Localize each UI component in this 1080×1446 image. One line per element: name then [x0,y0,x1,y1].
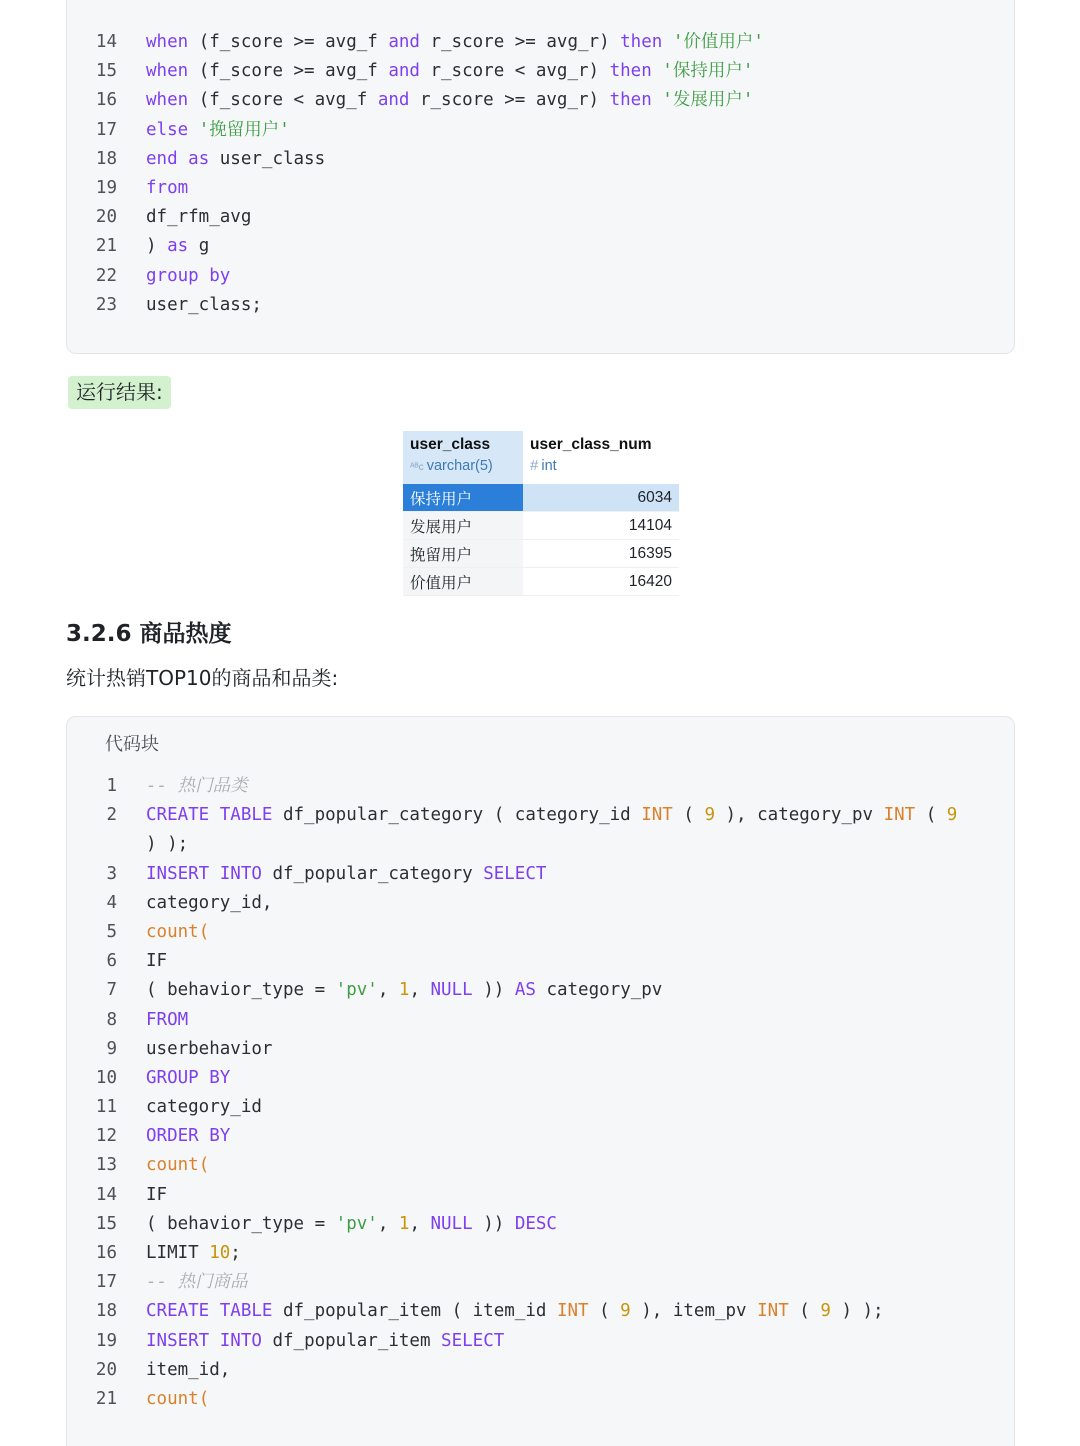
code-token: INT [883,805,916,826]
code-token: -- 热门品类 [146,776,248,796]
code-token: df_popular_item ( item_id [272,1301,557,1322]
line-number: 15 [95,1213,117,1234]
code-token: ( behavior_type = [146,1213,336,1234]
code-line [67,801,1014,859]
code-token: 9 [946,805,958,826]
code-token: ), item_pv [630,1301,758,1322]
code-token: DESC [514,1213,557,1234]
code-token: IF [146,951,168,972]
code-token [178,149,189,169]
code-text [146,1006,984,1035]
line-number: 10 [95,1067,117,1088]
line-number: 16 [95,1243,117,1264]
code-token: )) [472,980,515,1001]
code-token: df_popular_item [261,1330,442,1351]
code-line [67,145,1014,174]
code-text [146,1093,984,1122]
line-number: 18 [95,148,117,169]
code-text [146,232,984,261]
code-text [146,1064,984,1093]
code-token: ) ); [146,834,189,855]
code-text [146,976,984,1005]
line-number: 7 [106,980,117,1001]
code-line [67,57,1014,86]
code-token: 1 [398,1213,410,1234]
table-row[interactable] [403,484,679,512]
code-token: CREATE [146,1301,210,1322]
code-token: GROUP BY [146,1067,231,1088]
line-number: 20 [95,1359,117,1380]
code-token: (f_score >= avg_f [188,32,389,52]
line-number: 19 [95,177,117,198]
code-token: df_popular_category ( category_id [272,805,642,826]
column-name: user_class [410,436,491,453]
code-token: '发展用户' [651,90,754,111]
code-line [67,1385,1014,1414]
code-token: r_score >= avg_r) [409,90,610,111]
code-line [67,1268,1014,1297]
code-token: INT [641,805,673,826]
code-token: df_rfm_avg [146,207,252,228]
line-number: 18 [95,1301,117,1322]
line-number: 19 [95,1330,117,1351]
code-token: )) [472,1213,515,1234]
line-number: 4 [106,892,117,913]
code-token: ( [788,1301,821,1322]
code-token: ( [198,1388,210,1409]
code-token: SELECT [483,863,547,884]
code-token: ( [915,805,947,826]
code-token: category_pv [535,980,663,1001]
line-number: 20 [95,207,117,228]
code-token: ( [198,921,210,942]
code-token: 'pv' [335,980,378,1001]
code-token: userbehavior [146,1038,273,1059]
code-token: 9 [820,1301,831,1322]
code-token: LIMIT [146,1243,210,1264]
code-line [67,1006,1014,1035]
code-token: ) [146,236,168,257]
code-line [67,291,1014,320]
code-token: end [146,148,178,169]
code-lines [67,772,1014,1414]
column-header-user-class[interactable] [403,431,523,484]
code-block-title: 代码块 [105,734,159,755]
line-number: 1 [106,776,117,796]
code-text [146,262,984,291]
line-number: 14 [95,1184,117,1205]
column-header-user-class-num[interactable] [523,431,679,484]
code-token: INSERT [146,1330,210,1351]
code-text [146,28,984,57]
code-line [67,1093,1014,1122]
line-number: 2 [106,805,117,826]
code-token: user_class [209,148,326,169]
code-text [146,1122,984,1151]
column-name: user_class_num [530,436,652,453]
code-text [146,1356,984,1385]
code-line [67,860,1014,889]
line-number: 9 [106,1038,117,1059]
code-token: ) ); [830,1301,884,1322]
code-token: ; [230,1243,241,1264]
cell-user-class[interactable]: 价值用户 [403,568,523,596]
code-token: NULL [430,980,473,1001]
column-type-label: int [541,458,557,474]
code-token: g [188,236,210,257]
code-text [146,1181,984,1210]
code-token: item_id, [146,1359,231,1380]
code-token: , [409,1213,431,1234]
code-text [146,1327,984,1356]
code-token: INSERT [146,863,210,884]
line-number: 6 [106,951,117,972]
code-token: , [377,1213,399,1234]
result-table-header [403,431,679,484]
code-line [67,918,1014,947]
table-row[interactable] [403,568,679,596]
code-token: (f_score >= avg_f [188,61,389,82]
code-line [67,86,1014,115]
code-text [146,1035,984,1064]
code-line [67,1327,1014,1356]
code-token: FROM [146,1009,189,1030]
code-token: and [388,61,420,82]
code-token: TABLE [219,805,273,826]
code-token: then [620,32,663,52]
code-token [209,1331,220,1351]
code-token: AS [514,980,536,1001]
code-token: when [146,32,189,52]
code-text [146,801,984,859]
code-token: -- 热门商品 [146,1272,248,1293]
code-text [146,291,984,320]
code-line [67,203,1014,232]
code-text [146,889,984,918]
cell-user-class[interactable]: 发展用户 [403,512,523,540]
code-token: '挽留用户' [188,119,290,140]
code-text [146,772,984,801]
code-line [67,889,1014,918]
line-number: 11 [95,1097,117,1118]
code-text [146,860,984,889]
result-label: 运行结果: [68,376,171,409]
code-token: INTO [219,863,262,884]
section-description: 统计热销TOP10的商品和品类: [66,666,339,690]
code-token: user_class; [146,294,262,315]
code-token: 9 [620,1301,631,1322]
code-token: 9 [704,805,715,826]
line-number: 16 [95,90,117,111]
code-line [67,976,1014,1005]
code-token [209,1301,220,1321]
table-row[interactable] [403,512,679,540]
line-number: 23 [95,294,117,315]
code-token: r_score < avg_r) [419,61,610,82]
code-token: when [146,61,189,82]
code-line [67,1210,1014,1239]
code-token: and [388,32,420,52]
code-text [146,1385,984,1414]
code-line [67,1239,1014,1268]
code-token: INTO [219,1330,262,1351]
code-line [67,772,1014,801]
code-token: category_id, [146,892,273,913]
code-line [67,174,1014,203]
code-token: NULL [430,1213,473,1234]
code-token: (f_score < avg_f [188,90,378,111]
code-token [209,805,220,825]
code-line [67,1356,1014,1385]
line-number: 13 [95,1155,117,1176]
code-text [146,1297,984,1326]
code-token: 1 [398,980,410,1001]
code-line [67,1122,1014,1151]
code-text [146,116,984,145]
code-token: SELECT [441,1330,505,1351]
code-block-lower [66,716,1015,1446]
code-text [146,86,984,115]
line-number: 17 [95,119,117,140]
cell-user-class-num[interactable]: 14104 [523,512,679,540]
line-number: 3 [106,863,117,884]
code-line [67,116,1014,145]
line-number: 22 [95,265,117,286]
code-token: category_id [146,1097,262,1118]
code-token: INT [757,1301,789,1322]
code-token: '价值用户' [662,32,764,52]
code-token: 10 [209,1243,231,1264]
column-type [530,455,672,477]
code-line [67,1064,1014,1093]
line-number: 15 [95,61,117,82]
cell-user-class-num[interactable]: 16420 [523,568,679,596]
code-block-upper [66,0,1015,354]
line-number: 14 [95,32,117,52]
section-heading: 3.2.6 商品热度 [66,621,232,647]
code-token: group by [146,265,231,286]
code-token: TABLE [219,1301,273,1322]
result-table [403,431,679,596]
code-text [146,1210,984,1239]
column-type-label: varchar(5) [426,458,493,474]
code-line [67,232,1014,261]
code-token: ( behavior_type = [146,980,336,1001]
code-token: count [146,1155,199,1176]
code-text [146,203,984,232]
code-token: as [188,148,210,169]
code-line [67,1297,1014,1326]
line-number: 17 [95,1272,117,1293]
code-token: ( [588,1301,621,1322]
line-number: 12 [95,1126,117,1147]
code-token: df_popular_category [261,863,484,884]
code-line [67,28,1014,57]
code-token: , [377,980,399,1001]
code-token: , [409,980,431,1001]
code-token: and [377,90,410,111]
code-token: then [609,90,652,111]
code-token: count [146,1388,199,1409]
code-text [146,947,984,976]
code-token: CREATE [146,805,210,826]
code-token: '保持用户' [651,61,754,82]
code-text [146,57,984,86]
line-number: 8 [106,1009,117,1030]
code-token: else [146,119,189,140]
code-token: ( [198,1155,210,1176]
code-text [146,1151,984,1180]
code-line [67,947,1014,976]
code-token [209,864,220,884]
code-text [146,1239,984,1268]
line-number: 21 [95,1388,117,1409]
code-token: r_score >= avg_r) [419,32,621,52]
text-type-icon: ᴬᴮc [410,462,424,473]
code-token: then [609,61,652,82]
code-line [67,262,1014,291]
number-type-icon: # [530,457,539,474]
code-token: ), category_pv [714,805,884,826]
code-lines [67,28,1014,320]
cell-user-class[interactable]: 挽留用户 [403,540,523,568]
code-token: count [146,921,199,942]
code-token: 'pv' [335,1213,378,1234]
code-text [146,1268,984,1297]
line-number: 21 [95,236,117,257]
code-line [67,1181,1014,1210]
code-token: as [167,236,189,257]
code-line [67,1151,1014,1180]
cell-user-class-num[interactable]: 6034 [523,484,679,512]
column-type [410,455,516,479]
line-number: 5 [106,921,117,942]
cell-user-class[interactable]: 保持用户 [403,484,523,512]
code-token: ( [672,805,705,826]
code-token: IF [146,1184,168,1205]
table-row[interactable] [403,540,679,568]
code-token: from [146,177,189,198]
code-text [146,174,984,203]
code-token: ORDER BY [146,1126,231,1147]
code-token: INT [556,1301,589,1322]
code-line [67,1035,1014,1064]
cell-user-class-num[interactable]: 16395 [523,540,679,568]
code-text [146,145,984,174]
code-text [146,918,984,947]
code-token: when [146,90,189,111]
